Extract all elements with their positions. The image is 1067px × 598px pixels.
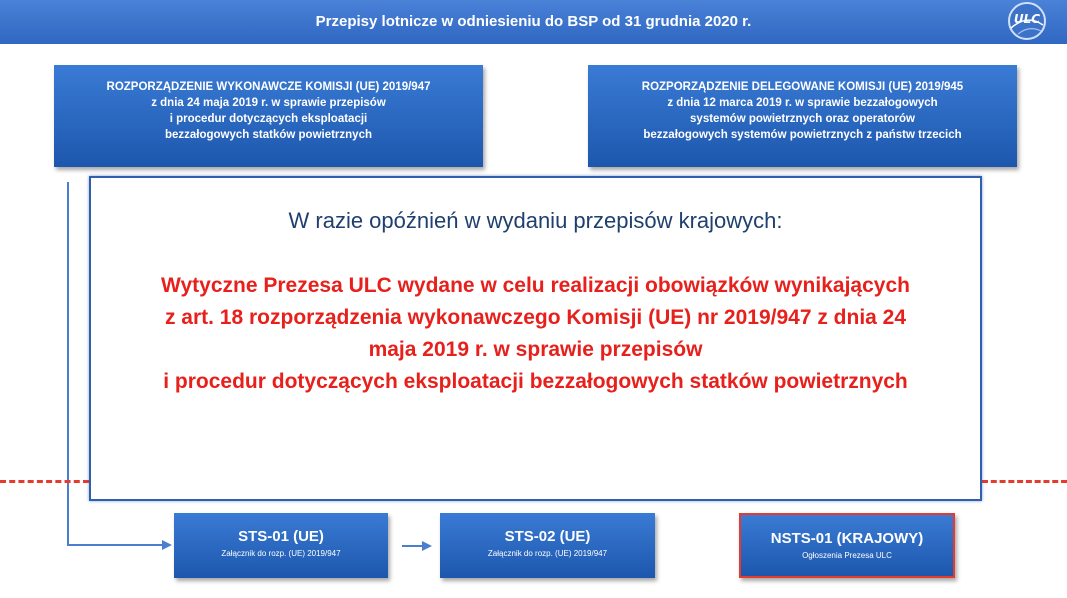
callout-lead: W razie opóźnień w wydaniu przepisów krajowych: <box>288 208 783 233</box>
scenario-box-nsts-01 <box>739 513 955 578</box>
scenario-title: NSTS-01 (KRAJOWY) <box>770 530 924 547</box>
regulation-line: ROZPORZĄDZENIE WYKONAWCZE KOMISJI (UE) 2019/947 <box>106 81 431 93</box>
callout-line: z art. 18 rozporządzenia wykonawczego Komisji (UE) nr 2019/947 z dnia 24 <box>164 306 907 329</box>
regulation-line: z dnia 24 maja 2019 r. w sprawie przepisów <box>151 97 386 109</box>
regulation-line: bezzałogowych systemów powietrznych z państw trzecich <box>643 129 962 141</box>
scenario-box-sts-02 <box>440 513 655 578</box>
scenario-subtitle: Załącznik do rozp. (UE) 2019/947 <box>221 549 341 558</box>
regulation-line: i procedur dotyczących eksploatacji <box>169 113 368 125</box>
scenario-box-sts-01 <box>174 513 388 578</box>
callout-line: i procedur dotyczących eksploatacji bezzałogowych statków powietrznych <box>163 370 908 393</box>
scenario-title: STS-02 (UE) <box>504 528 591 545</box>
scenario-title: STS-01 (UE) <box>238 528 324 545</box>
arrow-head-icon <box>422 541 432 551</box>
regulation-line: bezzałogowych statków powietrznych <box>164 129 373 141</box>
page-title: Przepisy lotnicze w odniesieniu do BSP od 31 grudnia 2020 r. <box>315 13 752 30</box>
logo-text: ULC <box>1013 12 1041 26</box>
callout-line: maja 2019 r. w sprawie przepisów <box>368 338 703 361</box>
callout-highlight <box>91 270 980 398</box>
callout-box <box>89 176 982 501</box>
scenario-subtitle: Ogłoszenia Prezesa ULC <box>802 551 892 560</box>
regulation-line: systemów powietrznych oraz operatorów <box>690 113 915 125</box>
scenario-subtitle: Załącznik do rozp. (UE) 2019/947 <box>487 549 608 558</box>
regulation-line: z dnia 12 marca 2019 r. w sprawie bezzałogowych <box>667 97 938 109</box>
arrow-head-icon <box>162 540 172 550</box>
regulation-line: ROZPORZĄDZENIE DELEGOWANE KOMISJI (UE) 2019/945 <box>641 81 964 93</box>
callout-line: Wytyczne Prezesa ULC wydane w celu realizacji obowiązków wynikających <box>161 274 910 297</box>
